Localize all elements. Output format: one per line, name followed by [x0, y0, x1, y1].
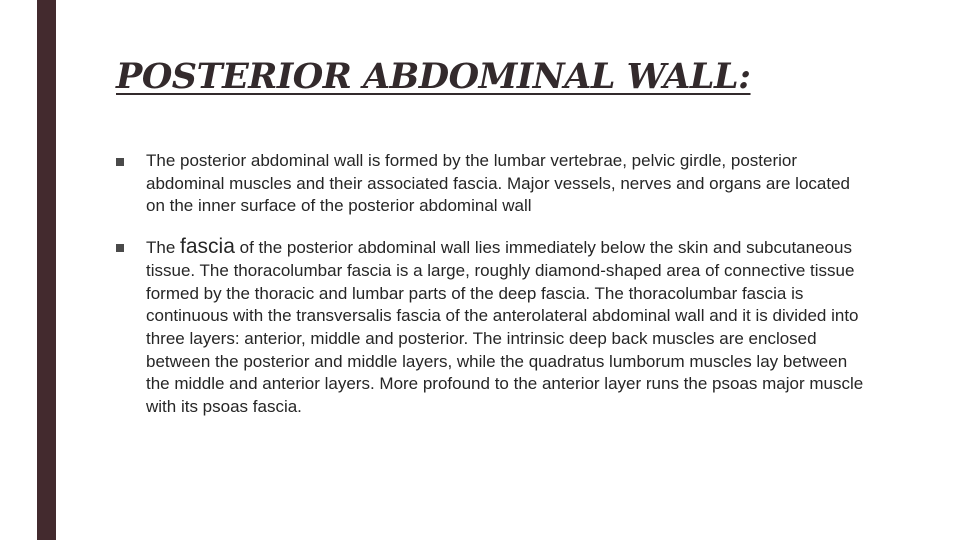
- bullet-list: [116, 150, 866, 419]
- bullet-text-prefix: The: [146, 238, 181, 258]
- bullet-text: The posterior abdominal wall is formed by the lumbar vertebrae, pelvic girdle, posterior abdominal muscles and their associated fascia. Major vessels, nerves and organs are located on the inner surface of the posterior abdominal wall: [146, 151, 850, 216]
- slide-title: POSTERIOR ABDOMINAL WALL:: [116, 56, 751, 97]
- bullet-item-2: [116, 236, 866, 419]
- emphasized-word: fascia: [180, 235, 235, 259]
- square-bullet-icon: [116, 158, 124, 166]
- decorative-side-bar: [37, 0, 56, 540]
- bullet-item-1: [116, 150, 866, 218]
- square-bullet-icon: [116, 244, 124, 252]
- bullet-text-suffix: of the posterior abdominal wall lies immediately below the skin and subcutaneous tissue. The thoracolumbar fascia is a large, roughly diamond-shaped area of connective tissue formed by the thoracic and lumbar parts of the deep fascia. The thoracolumbar fascia is continuous with the transversalis fascia of the anterolateral abdominal wall and it is divided into three layers: anterior, middle and posterior. The intrinsic deep back muscles are enclosed between the posterior and middle layers, while the quadratus lumborum muscles lay between the middle and anterior layers. More profound to the anterior layer runs the psoas major muscle with its psoas fascia.: [146, 238, 864, 417]
